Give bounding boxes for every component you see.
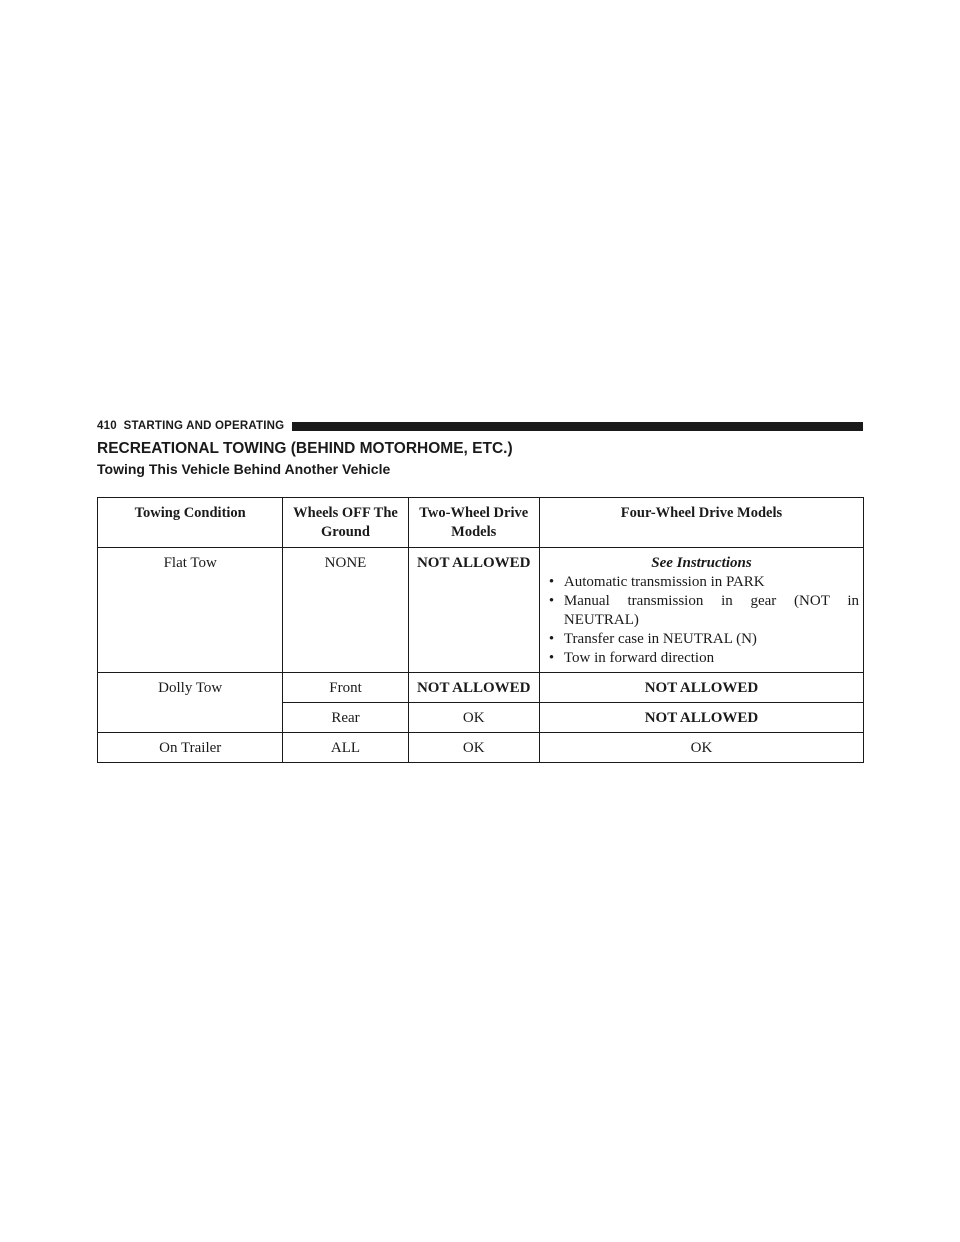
header-towing-condition: Towing Condition <box>98 498 283 548</box>
cell-flat-tow-two-wheel: NOT ALLOWED <box>408 548 539 673</box>
page-header-label <box>97 420 292 432</box>
cell-dolly-rear-wheels: Rear <box>283 703 408 733</box>
instructions-heading: See Instructions <box>651 555 752 571</box>
cell-dolly-rear-two-wheel: OK <box>408 703 539 733</box>
table-row-flat-tow <box>98 548 864 673</box>
bullet-icon: • <box>548 593 555 609</box>
sub-title: Towing This Vehicle Behind Another Vehicle <box>97 461 391 477</box>
table-row-dolly-front <box>98 673 864 703</box>
cell-dolly-front-two-wheel: NOT ALLOWED <box>408 673 539 703</box>
list-item: • Transfer case in NEUTRAL (N) <box>548 631 757 647</box>
bullet-icon: • <box>548 574 555 590</box>
cell-dolly-front-wheels: Front <box>283 673 408 703</box>
header-two-wheel: Two-Wheel Drive Models <box>408 498 539 548</box>
page-header <box>97 419 863 433</box>
cell-flat-tow-wheels: NONE <box>283 548 408 673</box>
page-number: 410 <box>97 420 117 432</box>
cell-on-trailer-four-wheel: OK <box>539 733 863 763</box>
cell-dolly-tow-condition: Dolly Tow <box>98 673 283 733</box>
table-header-row <box>98 498 864 548</box>
header-rule <box>292 422 863 431</box>
cell-flat-tow-four-wheel <box>539 548 863 673</box>
cell-on-trailer-wheels: ALL <box>283 733 408 763</box>
section-name: STARTING AND OPERATING <box>123 420 285 432</box>
list-item: • Automatic transmission in PARK <box>548 574 765 590</box>
list-item: • Tow in forward direction <box>548 650 715 666</box>
cell-on-trailer-condition: On Trailer <box>98 733 283 763</box>
header-four-wheel: Four-Wheel Drive Models <box>539 498 863 548</box>
cell-flat-tow-condition: Flat Tow <box>98 548 283 673</box>
bullet-icon: • <box>548 650 555 666</box>
instructions-list <box>544 573 859 668</box>
cell-dolly-rear-four-wheel: NOT ALLOWED <box>539 703 863 733</box>
list-item: • Manual transmission in gear (NOT in NEUTRAL) <box>548 593 859 628</box>
table-row-on-trailer <box>98 733 864 763</box>
cell-on-trailer-two-wheel: OK <box>408 733 539 763</box>
towing-table <box>97 497 864 763</box>
cell-dolly-front-four-wheel: NOT ALLOWED <box>539 673 863 703</box>
header-wheels-off: Wheels OFF The Ground <box>283 498 408 548</box>
bullet-icon: • <box>548 631 555 647</box>
section-title: RECREATIONAL TOWING (BEHIND MOTORHOME, ETC.) <box>97 440 513 457</box>
